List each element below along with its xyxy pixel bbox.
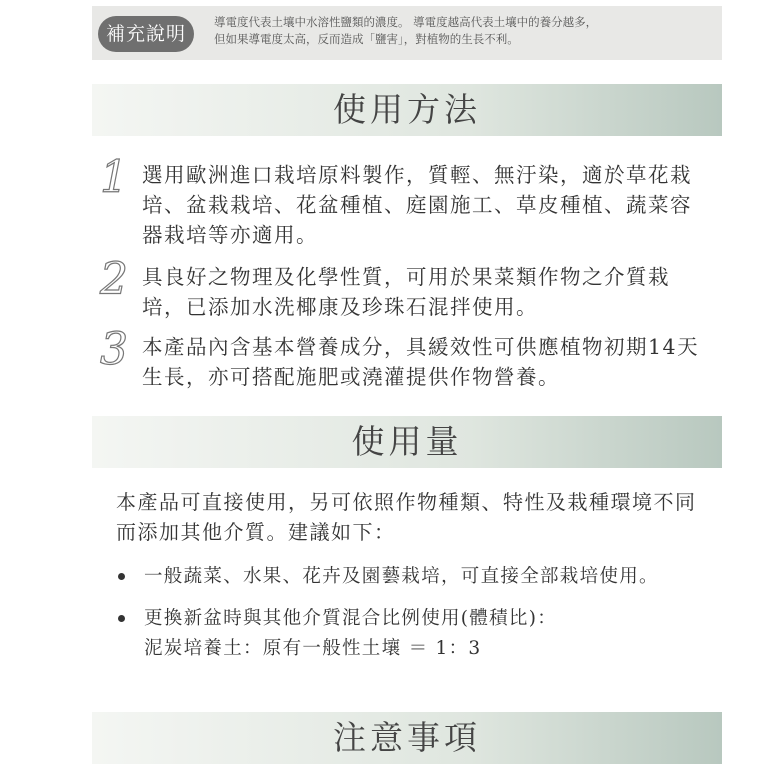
item-text: 本產品內含基本營養成分，具緩效性可供應植物初期14天生長，亦可搭配施肥或澆灌提供作物營養。 bbox=[142, 335, 700, 389]
bullet-dot-icon bbox=[118, 573, 125, 580]
supplementary-note bbox=[92, 6, 722, 60]
note-text bbox=[214, 14, 714, 48]
item-number: 2 bbox=[100, 254, 128, 305]
item-text: 具良好之物理及化學性質，可用於果菜類作物之介質栽培，已添加水洗椰康及珍珠石混拌使用。 bbox=[142, 265, 670, 319]
bullet-text bbox=[144, 604, 714, 664]
usage-title: 使用方法 bbox=[333, 90, 481, 129]
note-label: 補充說明 bbox=[98, 16, 194, 52]
item-text: 選用歐洲進口栽培原料製作，質輕、無汙染，適於草花栽培、盆栽栽培、花盆種植、庭園施工、草皮種植、蔬菜容器栽培等亦適用。 bbox=[142, 163, 692, 247]
amount-section-header bbox=[92, 416, 722, 468]
caution-section-header bbox=[92, 712, 722, 764]
amount-title: 使用量 bbox=[351, 422, 463, 461]
bullet-line-1: 更換新盆時與其他介質混合比例使用(體積比)： bbox=[144, 608, 558, 629]
note-line-2: 但如果導電度太高，反而造成「鹽害」，對植物的生長不利。 bbox=[214, 32, 519, 46]
usage-section-header bbox=[92, 84, 722, 136]
bullet-dot-icon bbox=[118, 615, 125, 622]
bullet-line-1: 一般蔬菜、水果、花卉及園藝栽培，可直接全部栽培使用。 bbox=[144, 566, 659, 587]
item-number: 1 bbox=[100, 152, 128, 203]
note-line-1: 導電度代表土壤中水溶性鹽類的濃度。 導電度越高代表土壤中的養分越多， bbox=[214, 15, 598, 29]
amount-intro: 本產品可直接使用，另可依照作物種類、特性及栽種環境不同而添加其他介質。建議如下： bbox=[116, 490, 697, 544]
bullet-line-2: 泥炭培養土：原有一般性土壤 ＝ 1：3 bbox=[144, 638, 482, 659]
caution-title: 注意事項 bbox=[333, 718, 481, 757]
item-number: 3 bbox=[100, 324, 128, 375]
bullet-text bbox=[144, 562, 714, 592]
